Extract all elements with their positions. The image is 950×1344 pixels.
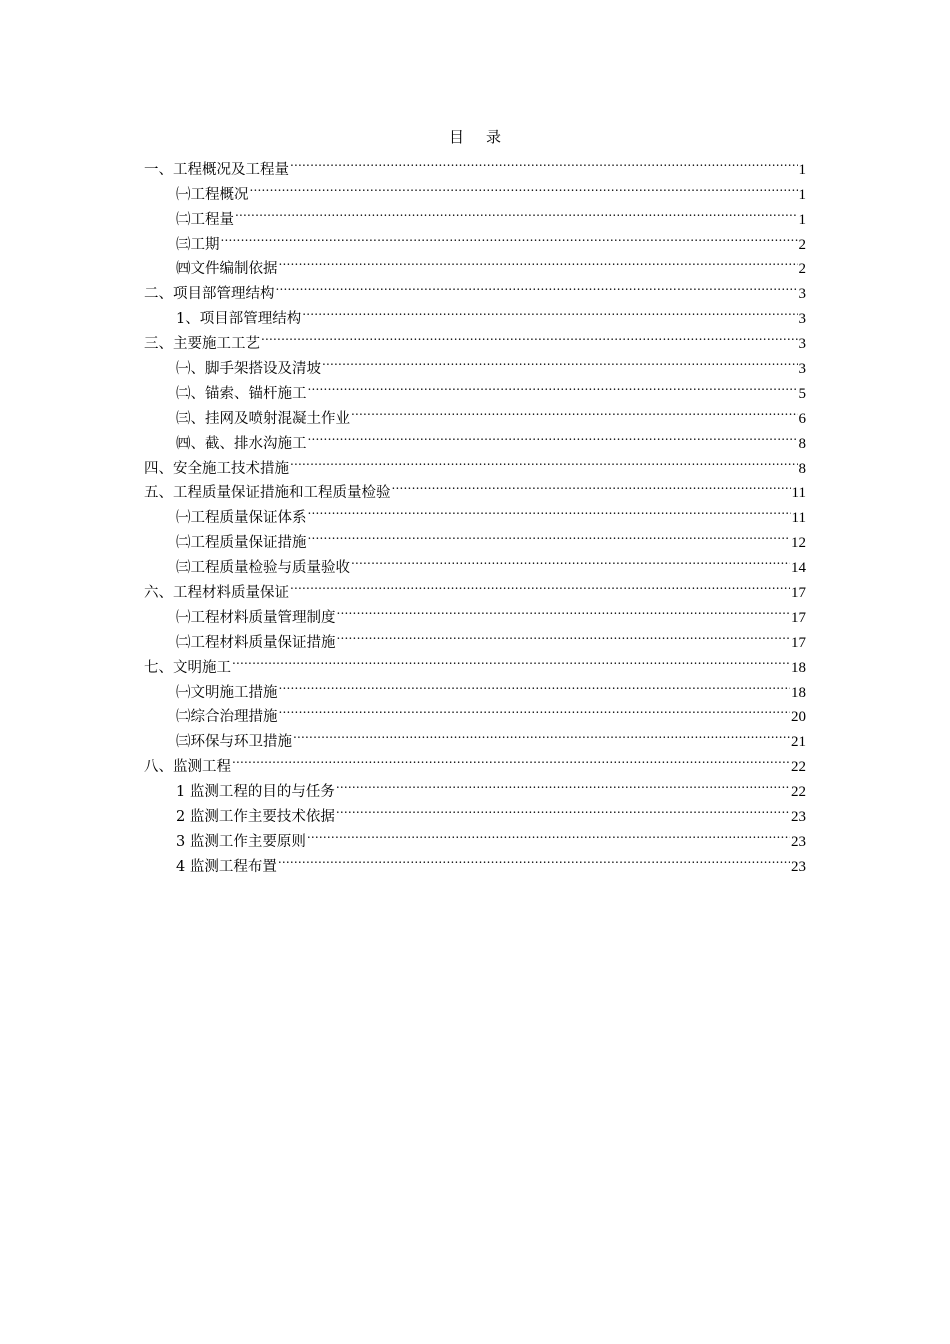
toc-entry[interactable]	[144, 647, 806, 676]
toc-entry-page-number: 17	[791, 585, 806, 602]
toc-dot-leader	[307, 821, 790, 846]
toc-entry-page-number: 3	[798, 336, 806, 353]
toc-entry-label: 4 监测工程布置	[176, 858, 277, 875]
toc-entry-page-number: 11	[791, 510, 806, 527]
toc-entry-label: 2 监测工作主要技术依据	[176, 809, 335, 826]
toc-entry-page-number: 20	[791, 709, 806, 726]
toc-dot-leader	[336, 771, 790, 796]
toc-entry-label: ㈡工程量	[176, 211, 234, 228]
toc-entry-page-number: 5	[798, 385, 806, 402]
toc-dot-leader	[351, 398, 798, 423]
toc-entry-page-number: 21	[791, 734, 806, 751]
toc-dot-leader	[308, 373, 798, 398]
toc-entry[interactable]	[144, 746, 806, 776]
toc-entry-page-number: 18	[791, 659, 806, 676]
toc-entry-page-number: 17	[791, 609, 806, 626]
toc-entry-page-number: 11	[791, 485, 806, 502]
toc-entry-page-number: 2	[798, 236, 806, 253]
toc-entry-label: 八、监测工程	[144, 759, 231, 776]
toc-entry-page-number: 18	[791, 684, 806, 701]
table-of-contents	[144, 149, 806, 875]
toc-entry-page-number: 8	[798, 435, 806, 452]
toc-entry-label: ㈠工程质量保证体系	[176, 510, 307, 527]
toc-entry-label: 1、项目部管理结构	[176, 311, 302, 328]
toc-dot-leader	[232, 647, 790, 672]
toc-dot-leader	[293, 721, 790, 746]
toc-dot-leader	[308, 522, 791, 547]
toc-entry[interactable]	[144, 672, 806, 701]
toc-entry[interactable]	[144, 149, 806, 178]
toc-title	[0, 126, 950, 148]
toc-dot-leader	[235, 199, 798, 224]
toc-entry-page-number: 3	[798, 361, 806, 378]
toc-dot-leader	[276, 273, 798, 298]
toc-dot-leader	[279, 249, 798, 274]
toc-entry-label: 三、主要施工工艺	[144, 336, 260, 353]
toc-entry-page-number: 12	[791, 535, 806, 552]
toc-entry-page-number: 14	[791, 560, 806, 577]
toc-dot-leader	[261, 323, 798, 348]
toc-entry-label: ㈠文明施工措施	[176, 684, 278, 701]
toc-entry-label: 1 监测工程的目的与任务	[176, 784, 335, 801]
toc-entry-label: 五、工程质量保证措施和工程质量检验	[144, 485, 391, 502]
toc-entry-page-number: 3	[798, 311, 806, 328]
toc-entry-page-number: 23	[791, 858, 806, 875]
toc-entry-label: ㈢、挂网及喷射混凝土作业	[176, 410, 350, 427]
toc-entry-page-number: 2	[798, 261, 806, 278]
toc-entry-page-number: 1	[798, 186, 806, 203]
toc-entry-page-number: 23	[791, 833, 806, 850]
toc-entry-label: ㈡工程质量保证措施	[176, 535, 307, 552]
toc-dot-leader	[351, 547, 790, 572]
toc-entry-label: ㈠、脚手架搭设及清坡	[176, 361, 321, 378]
toc-dot-leader	[392, 473, 791, 498]
toc-entry-label: ㈣文件编制依据	[176, 261, 278, 278]
toc-dot-leader	[290, 149, 798, 174]
toc-entry-label: 3 监测工作主要原则	[176, 833, 306, 850]
toc-dot-leader	[290, 572, 790, 597]
toc-title-char-2: 录	[486, 128, 502, 146]
toc-dot-leader	[250, 174, 798, 199]
toc-dot-leader	[221, 224, 798, 249]
toc-entry-page-number: 23	[791, 809, 806, 826]
toc-entry-page-number: 22	[791, 759, 806, 776]
toc-dot-leader	[232, 746, 790, 771]
toc-dot-leader	[290, 448, 798, 473]
toc-dot-leader	[337, 597, 791, 622]
toc-entry-label: 四、安全施工技术措施	[144, 460, 289, 477]
toc-entry[interactable]	[144, 199, 806, 228]
toc-entry-label: ㈢环保与环卫措施	[176, 734, 292, 751]
toc-entry-label: ㈡工程材料质量保证措施	[176, 634, 336, 651]
toc-entry-label: 二、项目部管理结构	[144, 286, 275, 303]
toc-entry-label: 一、工程概况及工程量	[144, 161, 289, 178]
toc-title-char-1: 目	[448, 128, 464, 146]
toc-entry-page-number: 1	[798, 161, 806, 178]
toc-entry-label: 七、文明施工	[144, 659, 231, 676]
toc-entry-label: ㈠工程材料质量管理制度	[176, 609, 336, 626]
toc-dot-leader	[308, 497, 791, 522]
toc-dot-leader	[279, 697, 791, 722]
toc-entry-page-number: 22	[791, 784, 806, 801]
toc-dot-leader	[278, 846, 790, 871]
toc-entry[interactable]	[144, 249, 806, 278]
toc-entry-label: ㈣、截、排水沟施工	[176, 435, 307, 452]
toc-dot-leader	[308, 423, 798, 448]
toc-dot-leader	[337, 622, 791, 647]
toc-dot-leader	[302, 298, 797, 323]
toc-entry-label: 六、工程材料质量保证	[144, 585, 289, 602]
toc-entry-label: ㈢工期	[176, 236, 220, 253]
toc-entry-page-number: 17	[791, 634, 806, 651]
toc-entry-label: ㈡综合治理措施	[176, 709, 278, 726]
toc-entry-label: ㈢工程质量检验与质量验收	[176, 560, 350, 577]
toc-entry-label: ㈠工程概况	[176, 186, 249, 203]
toc-entry[interactable]	[144, 771, 806, 801]
toc-dot-leader	[322, 348, 798, 373]
toc-entry-page-number: 3	[798, 286, 806, 303]
toc-dot-leader	[336, 796, 790, 821]
toc-dot-leader	[279, 672, 791, 697]
toc-entry-page-number: 6	[798, 410, 806, 427]
toc-entry-page-number: 1	[798, 211, 806, 228]
toc-entry[interactable]	[144, 224, 806, 253]
toc-entry-label: ㈡、锚索、锚杆施工	[176, 385, 307, 402]
toc-entry-page-number: 8	[798, 460, 806, 477]
